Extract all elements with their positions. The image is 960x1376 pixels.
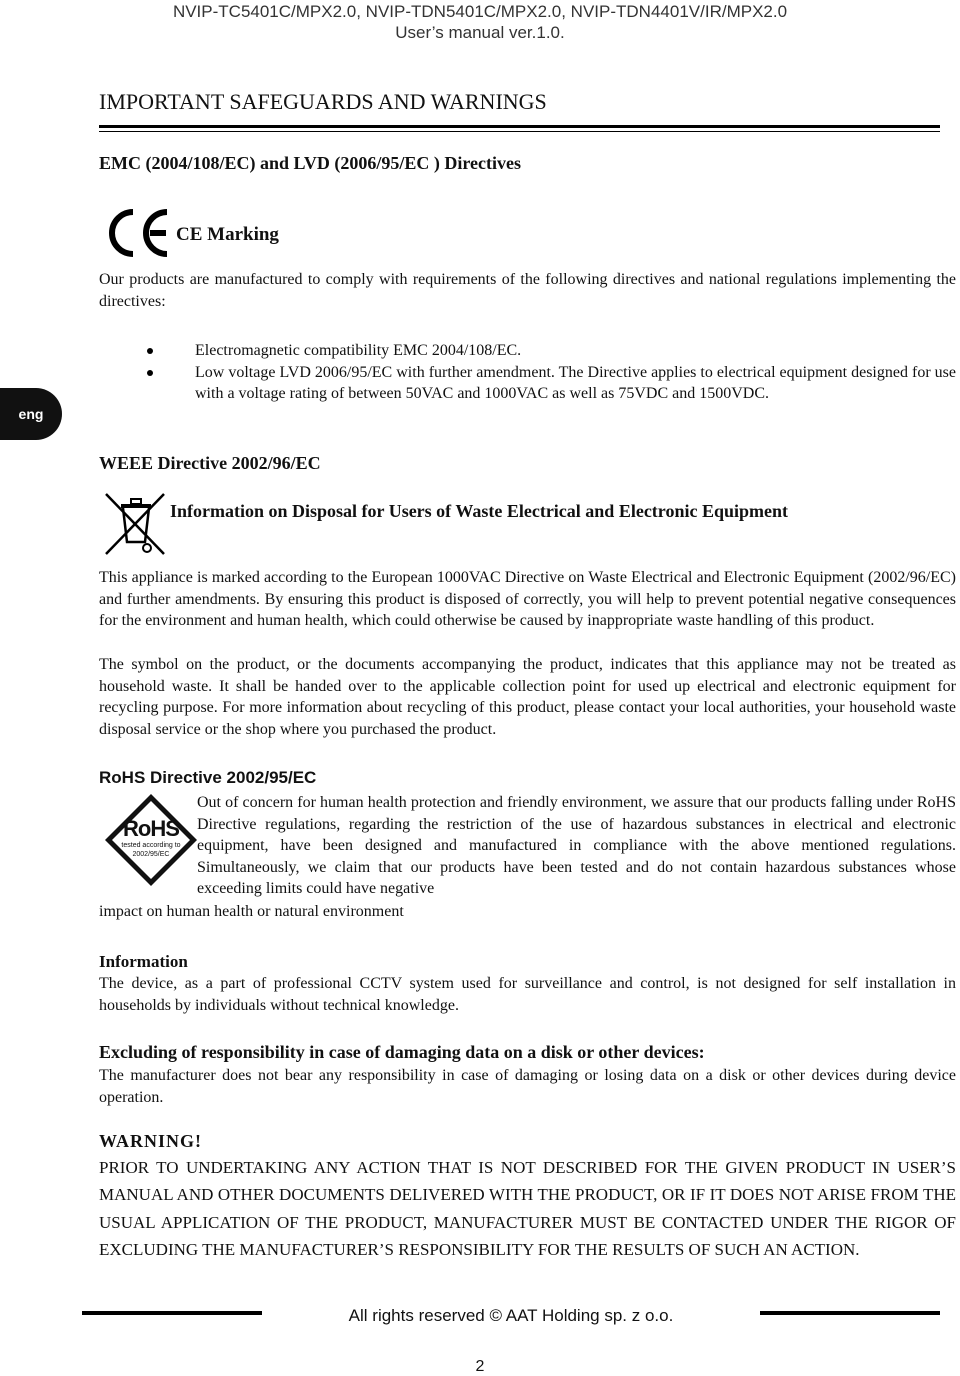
warning-text: PRIOR TO UNDERTAKING ANY ACTION THAT IS NOT DESCRIBED FOR THE GIVEN PRODUCT IN USER’S MANUAL AND OTHER DOCUMENTS DELIVERED WITH THE PRODUCT, OR IF IT DOES NOT ARISE FROM THE USUAL APPLICATION OF THE PRODUCT, MANUFACTURER MUST BE CONTACTED UNDER THE RIGOR OF EXCLUDING THE MANUFACTURER’S RESPONSIBILITY FOR THE RESULTS OF SUCH AN ACTION. [99, 1158, 956, 1260]
emc-heading: EMC (2004/108/EC) and LVD (2006/95/EC ) Directives [99, 153, 521, 173]
rohs-badge-line1: tested according to [121, 842, 181, 849]
page-title: IMPORTANT SAFEGUARDS AND WARNINGS [99, 89, 547, 114]
weee-info-heading: Information on Disposal for Users of Waste Electrical and Electronic Equipment [170, 501, 788, 521]
ce-mark-icon [106, 208, 174, 258]
information-text: The device, as a part of professional CCTV system used for surveillance and control, is not designed for self installation in households by individuals without technical knowledge. [99, 975, 956, 1014]
crossed-bin-icon [102, 490, 168, 558]
rohs-paragraph-tail: impact on human health or natural environment [99, 903, 404, 920]
ce-marking-label: CE Marking [176, 224, 279, 245]
weee-paragraph-2: The symbol on the product, or the documents accompanying the product, indicates that this appliance may not be treated as household waste. It shall be handed over to the applicable collection point for used up electrical and electronic equipment for recycling purpose. For more information about recycling of this product, please contact your local authorities, your household waste disposal service or the shop where you purchased the product. [99, 656, 956, 738]
exclusion-heading: Excluding of responsibility in case of damaging data on a disk or other devices: [99, 1042, 705, 1062]
emc-intro: Our products are manufactured to comply with requirements of the following directives and national regulations implementing the directives: [99, 271, 956, 310]
footer-rule-right [760, 1311, 940, 1315]
language-tab: eng [0, 388, 62, 440]
information-heading: Information [99, 952, 188, 971]
rohs-badge [102, 791, 200, 889]
rohs-paragraph: Out of concern for human health protection and friendly environment, we assure that our products falling under RoHS Directive regulations, regarding the restriction of the use of hazardous substances in electrical and electronic equipment, have been designed and manufactured in compliance with the above mentioned regulations. Simultaneously, we claim that our products have been tested and do not contain hazardous substances whose exceeding limits could have negative [197, 794, 956, 897]
list-item: Electromagnetic compatibility EMC 2004/108/EC. [99, 340, 956, 362]
footer-rights: All rights reserved © AAT Holding sp. z o.o. [348, 1306, 674, 1325]
title-rule-thin [99, 131, 940, 132]
list-item: Low voltage LVD 2006/95/EC with further amendment. The Directive applies to electrical equipment designed for use with a voltage rating of between 50VAC and 1000VAC as well as 75VDC and 1500VDC. [99, 362, 956, 405]
exclusion-text: The manufacturer does not bear any responsibility in case of damaging or losing data on a disk or other devices during device operation. [99, 1067, 956, 1106]
rohs-badge-line2: 2002/95/EC [132, 851, 170, 858]
rohs-heading: RoHS Directive 2002/95/EC [99, 768, 317, 787]
directive-list [99, 340, 956, 405]
rohs-badge-title: RoHS [123, 816, 179, 841]
title-rule-thick [99, 125, 940, 128]
weee-heading: WEEE Directive 2002/96/EC [99, 453, 321, 473]
bullet-icon [147, 348, 153, 354]
page-number: 2 [475, 1358, 485, 1375]
bullet-icon [147, 370, 153, 376]
header-manual-line: User’s manual ver.1.0. [395, 23, 565, 42]
weee-paragraph-1: This appliance is marked according to the European 1000VAC Directive on Waste Electrical and Electronic Equipment (2002/96/EC) and further amendments. By ensuring this product is disposed of correctly, you will help to prevent potential negative consequences for the environment and human health, which could otherwise be caused by inappropriate waste handling of this product. [99, 569, 956, 629]
warning-heading: WARNING! [99, 1131, 203, 1151]
header-model-line: NVIP-TC5401C/MPX2.0, NVIP-TDN5401C/MPX2.0, NVIP-TDN4401V/IR/MPX2.0 [172, 2, 788, 21]
footer-rule-left [82, 1311, 262, 1315]
